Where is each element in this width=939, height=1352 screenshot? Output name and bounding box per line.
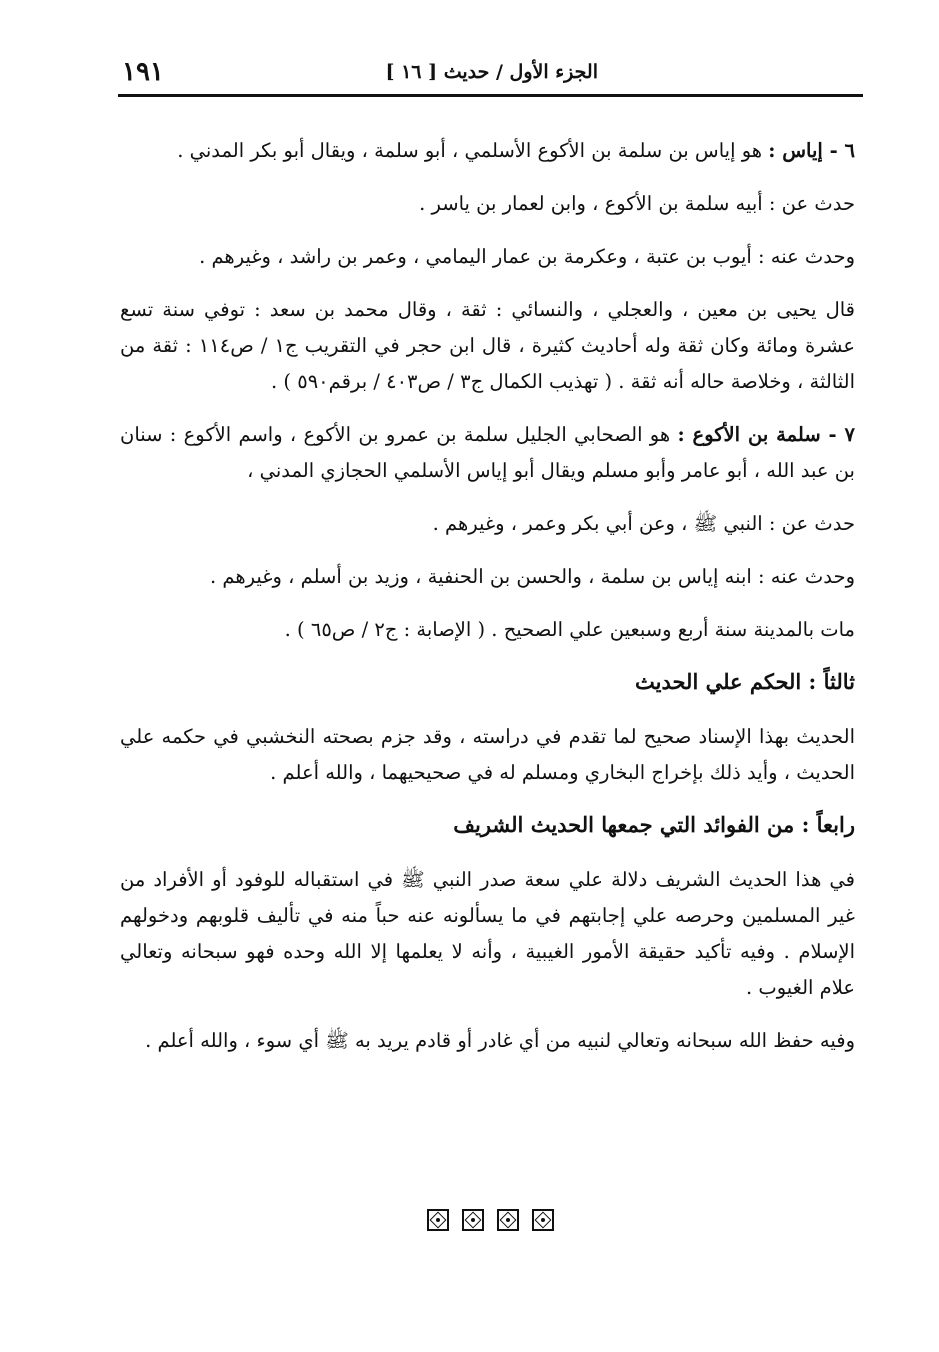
header-divider [118, 94, 863, 97]
paragraph-narrated-from: حدث عن : أبيه سلمة بن الأكوع ، وابن لعمار بن ياسر . [419, 192, 855, 215]
page-number: ١٩١ [122, 57, 164, 87]
narrator-bio: هو إياس بن سلمة بن الأكوع الأسلمي ، أبو سلمة ، ويقال أبو بكر المدني . [177, 139, 769, 162]
page-header [118, 55, 863, 97]
paragraph-grading: قال يحيى بن معين ، والعجلي ، والنسائي : ثقة ، وقال محمد بن سعد : توفي سنة تسع عشرة ومائة وكان ثقة وله أحاديث كثيرة ، قال ابن حجر في التقريب ج١ / ص١١٤ : ثقة من الثالثة ، وخلاصة حاله أنه ثقة . ( تهذيب الكمال ج٣ / ص٤٠٣ / برقم٥٩٠ ) . [120, 298, 856, 393]
ornament-icon [532, 1209, 554, 1231]
paragraph-benefits-2: وفيه حفظ الله سبحانه وتعالي لنبيه من أي غادر أو قادم يريد به ﷺ أي سوء ، والله أعلم . [145, 1029, 855, 1052]
paragraph-narrated-from: حدث عن : النبي ﷺ ، وعن أبي بكر وعمر ، وغيرهم . [432, 512, 855, 535]
section-heading-ruling: ثالثاً : الحكم علي الحديث [635, 669, 855, 694]
narrator-label: ٧ - سلمة بن الأكوع : [677, 423, 856, 446]
page-body [120, 133, 855, 1076]
ornament-divider [427, 1209, 575, 1235]
narrator-label: ٦ - إياس : [768, 139, 855, 162]
paragraph-ruling: الحديث بهذا الإسناد صحيح لما تقدم في دراسته ، وقد جزم بصحته النخشبي في حكمه علي الحديث ، وأيد ذلك بإخراج البخاري ومسلم له في صحيحيهما ، والله أعلم . [120, 725, 855, 784]
paragraph-narrator-salama [120, 417, 855, 489]
ornament-icon [497, 1209, 519, 1231]
ornament-icon [462, 1209, 484, 1231]
paragraph-narrated-by: وحدث عنه : ابنه إياس بن سلمة ، والحسن بن الحنفية ، وزيد بن أسلم ، وغيرهم . [209, 565, 855, 588]
paragraph-narrator-iyas [120, 133, 855, 169]
narrator-bio: هو الصحابي الجليل سلمة بن عمرو بن الأكوع ، واسم الأكوع : سنان بن عبد الله ، أبو عامر وأبو مسلم ويقال أبو إياس الأسلمي الحجازي المدني ، [120, 423, 855, 482]
paragraph-death: مات بالمدينة سنة أربع وسبعين علي الصحيح . ( الإصابة : ج٢ / ص٦٥ ) . [284, 618, 855, 641]
section-heading-benefits: رابعاً : من الفوائد التي جمعها الحديث الشريف [453, 812, 855, 837]
ornament-icon [427, 1209, 449, 1231]
paragraph-narrated-by: وحدث عنه : أيوب بن عتبة ، وعكرمة بن عمار اليمامي ، وعمر بن راشد ، وغيرهم . [199, 245, 855, 268]
paragraph-benefits: في هذا الحديث الشريف دلالة علي سعة صدر النبي ﷺ في استقباله للوفود أو الأفراد من غير المسلمين وحرصه علي إجابتهم في ما يسألونه عنه حباً منه في تأليف قلوبهم ودخولهم الإسلام . وفيه تأكيد حقيقة الأمور الغيبية ، وأنه لا يعلمها إلا الله وحده فهو سبحانه وتعالي علام الغيوب . [120, 868, 855, 999]
running-title: الجزء الأول / حديث [ ١٦ ] [385, 61, 598, 83]
